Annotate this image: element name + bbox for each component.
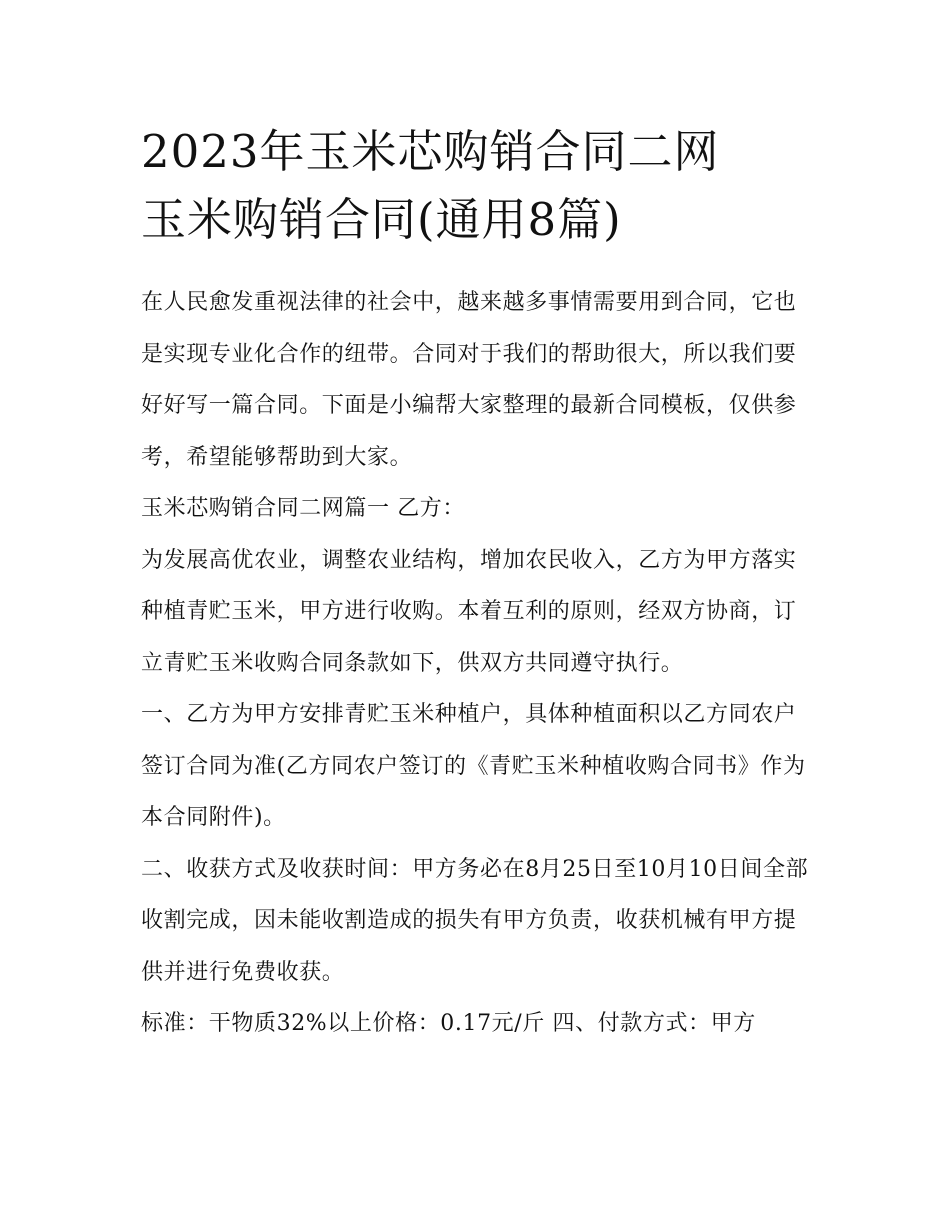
document-content [141, 118, 813, 1050]
paragraph-purpose: 为发展高优农业，调整农业结构，增加农民收入，乙方为甲方落实种植青贮玉米，甲方进行收购。本着互利的原则，经双方协商，订立青贮玉米收购合同条款如下，供双方共同遵守执行。 [141, 547, 797, 676]
paragraph-intro: 在人民愈发重视法律的社会中，越来越多事情需要用到合同，它也是实现专业化合作的纽带。合同对于我们的帮助很大，所以我们要好好写一篇合同。下面是小编帮大家整理的最新合同模板，仅供参考，希望能够帮助到大家。 [141, 290, 797, 470]
document-body [141, 277, 813, 1050]
document-title [141, 118, 813, 254]
paragraph-section-heading: 玉米芯购销合同二网篇一 乙方： [141, 496, 465, 521]
paragraph-clause-2: 二、收获方式及收获时间：甲方务必在8月25日至10月10日间全部收割完成，因未能收割造成的损失有甲方负责，收获机械有甲方提供并进行免费收获。 [141, 856, 809, 985]
title-line-2: 玉米购销合同(通用8篇) [141, 193, 622, 246]
paragraph-clause-1: 一、乙方为甲方安排青贮玉米种植户，具体种植面积以乙方同农户签订合同为准(乙方同农户签订的《青贮玉米种植收购合同书》作为本合同附件)。 [141, 702, 806, 830]
paragraph-clause-3: 标准：干物质32%以上价格：0.17元/斤 四、付款方式：甲方 [141, 1011, 756, 1036]
title-line-1: 2023年玉米芯购销合同二网 [141, 125, 720, 178]
